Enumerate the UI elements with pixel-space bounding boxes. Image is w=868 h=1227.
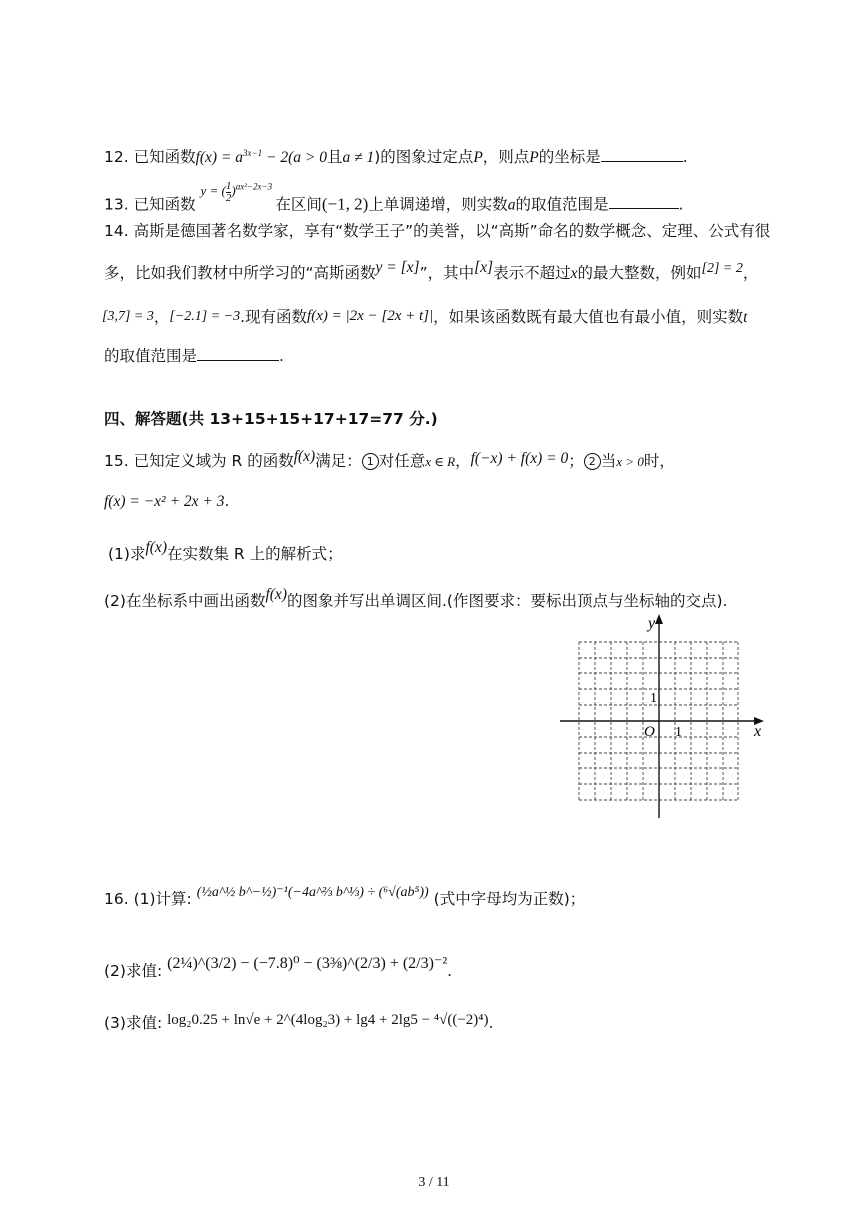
q12-function [196,149,327,166]
q12-point-p-2: P [529,149,539,167]
q15-p1-b: 在实数集 R 上的解析式； [166,545,343,563]
q15-e: ； [568,452,584,470]
q15-g: 时， [643,452,675,470]
q15-a: 15. 已知定义域为 R 的函数 [104,452,294,470]
question-14-line-4 [104,345,768,367]
q12-prefix: 12. 已知函数 [104,148,196,167]
q14-line2-a: 多，比如我们教材中所学习的“高斯函数 [104,264,376,282]
q16-p3-expression: log₂0.25 + ln√e + 2^(4log₂3) + lg4 + 2lg5 − ⁴√((−2)⁴) [167,1012,489,1028]
origin-label: O [644,724,655,740]
question-14-line-2 [104,259,768,286]
question-14-line-1: 14. 高斯是德国著名数学家，享有“数学王子”的美誉，以“高斯”命名的数学概念、定理、公式有很 [104,222,771,240]
q14-function: f(x) = |2x − [2x + t]| [307,308,434,324]
question-16-part-2 [104,955,768,983]
q15-p2-a: (2)在坐标系中画出函数 [104,592,266,610]
q15-odd-condition: f(−x) + f(x) = 0 [470,450,569,467]
q12-text3: ，则点 [482,148,530,167]
y-unit-label: 1 [650,691,657,706]
q15-x-positive: x > 0 [616,454,644,469]
q16-p1-b: (式中字母均为正数)； [433,890,586,908]
q12-math1: f(x) = a [195,149,244,167]
q14-line3-c: ，如果该函数既有最大值也有最小值，则实数 [433,308,744,326]
question-16-part-3 [104,1012,768,1035]
q15-fx: f(x) [293,448,316,465]
q15-p1-fx: f(x) [145,539,167,556]
q15-p1-a: (1)求 [108,545,146,563]
q13-frac-den: 2 [225,191,232,204]
q16-p3-a: (3)求值: [104,1014,163,1032]
q15-f: 当 [600,452,617,470]
question-15-part-2 [104,586,768,613]
q13-text2: 上单调递增，则实数 [368,195,508,214]
q14-x: x [570,265,578,282]
q13-interval: (−1, 2) [321,194,369,214]
q15-p2-fx: f(x) [265,586,287,603]
q12-answer-blank[interactable] [601,147,683,162]
q16-p1-expression: (½a^½ b^−½)⁻¹(−4a^⅔ b^⅓) ÷ (⁶√(ab⁵)) [196,885,429,900]
q14-line2-b: ”，其中 [419,264,475,282]
q13-frac-num: 1 [225,179,232,192]
q12-end: . [682,148,688,167]
question-13 [104,179,768,218]
q16-p3-end: . [488,1014,494,1032]
q15-d: ， [455,452,471,470]
q13-answer-blank[interactable] [609,194,679,209]
y-axis-label: y [648,615,656,632]
q12-exponent: 3x−1 [243,148,263,158]
q15-piece-definition: f(x) = −x² + 2x + 3 [104,493,225,510]
q12-point-p: P [473,149,483,167]
q12-text4: 的坐标是 [538,148,601,167]
q14-answer-blank[interactable] [197,346,279,361]
page-number: 3 / 11 [418,1175,450,1190]
x-axis-label: x [754,723,762,740]
q14-line3-a: ， [153,308,170,326]
q14-line2-e: ， [742,264,759,282]
coordinate-grid[interactable] [558,612,768,824]
q15-line2-end: . [224,492,230,510]
q13-exponent: ax²−2x−3 [235,182,273,192]
q15-circle-2: 2 [584,453,601,470]
q14-example-3: [−2.1] = −3 [169,309,241,324]
q14-line2-c: 表示不超过 [493,264,571,282]
question-15-line-1 [104,450,768,473]
q13-function [200,179,276,204]
q13-text1: 在区间 [275,195,322,214]
y-axis-arrow [655,614,663,624]
q16-p1-a: 16. (1)计算: [104,890,192,908]
q16-p2-expression: (2¼)^(3/2) − (−7.8)⁰ − (3⅜)^(2/3) + (2/3)⁻² [167,955,448,972]
question-15-part-1 [108,539,768,566]
q13-y: y = ( [200,183,226,199]
q14-bracket-x: [x] [474,259,494,276]
q15-p2-b: 的图象并写出单调区间.(作图要求：要标出顶点与坐标轴的交点). [286,592,728,610]
q12-and: 且 [326,148,343,167]
q14-t: t [743,309,748,326]
q13-end: . [678,195,684,214]
q14-line2-d: 的最大整数，例如 [577,264,702,282]
q16-p2-a: (2)求值: [104,962,163,980]
q15-circle-1: 1 [362,453,379,470]
q12-math2: − 2(a > 0 [262,149,327,167]
q15-b: 满足： [315,452,362,470]
q14-gauss-func: y = [x] [375,259,420,276]
q14-line4: 的取值范围是 [104,347,198,365]
x-unit-label: 1 [675,725,682,740]
question-14-line-3 [104,306,768,330]
q12-condition: a ≠ 1 [342,149,375,167]
q13-a: a [507,196,516,214]
section-4-title: 四、解答题(共 13+15+15+17+17=77 分.) [104,410,438,428]
question-15-line-2 [104,490,768,513]
question-16-part-1 [104,885,768,912]
q15-c: 对任意 [378,452,426,470]
q14-end: . [279,347,284,365]
q15-domain: x ∈ R [425,454,456,469]
q12-text2: )的图象过定点 [374,148,474,167]
q13-close: ) [231,183,236,199]
question-12 [104,142,768,169]
q14-example-1: [2] = 2 [701,261,743,276]
q13-prefix: 13. 已知函数 [104,195,196,214]
q13-text3: 的取值范围是 [515,195,609,214]
q14-example-2: [3,7] = 3 [102,309,154,324]
q14-line3-b: .现有函数 [240,308,308,326]
q16-p2-end: . [447,962,453,980]
